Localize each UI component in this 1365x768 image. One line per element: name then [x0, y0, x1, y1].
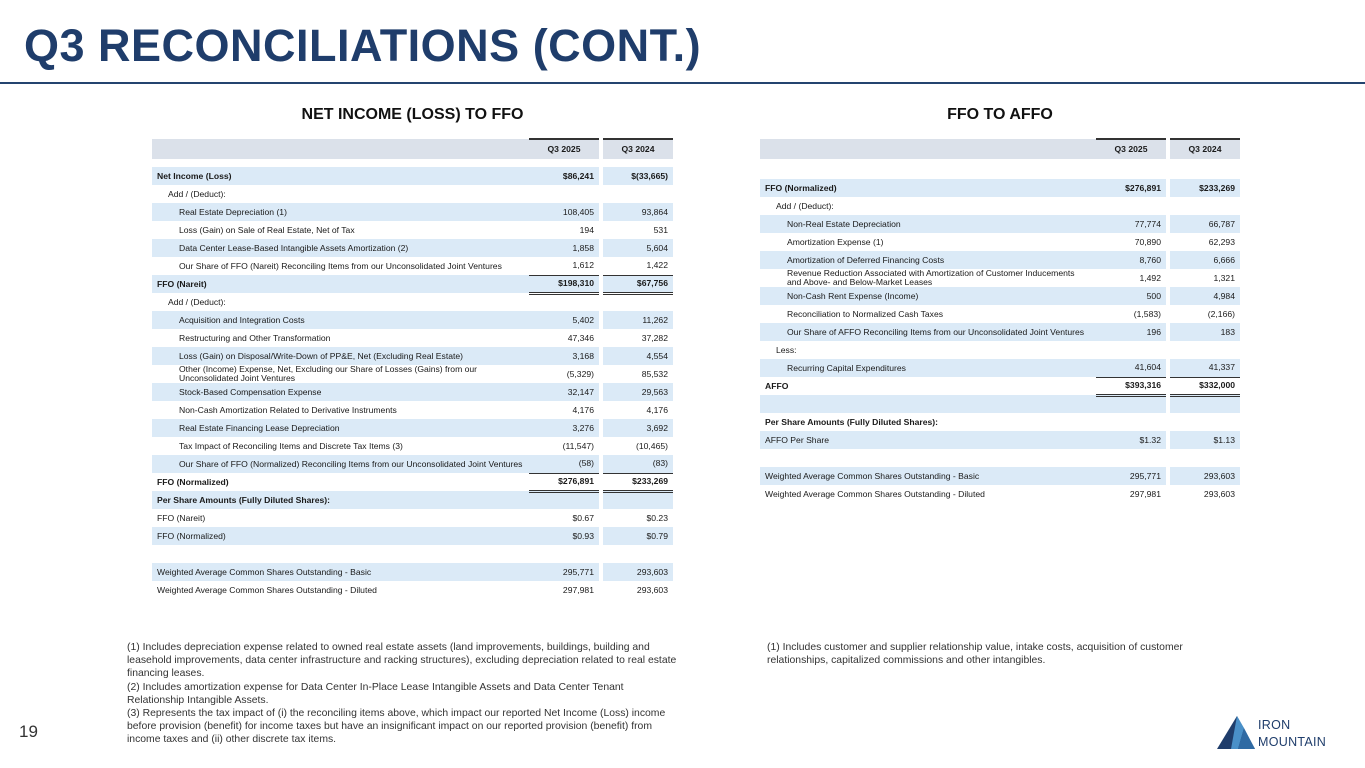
row-label: Per Share Amounts (Fully Diluted Shares): — [152, 491, 529, 509]
table-row — [760, 269, 1240, 287]
table-row — [152, 419, 673, 437]
row-label: Real Estate Financing Lease Depreciation — [152, 419, 529, 437]
row-label: Our Share of FFO (Normalized) Reconciling Items from our Unconsolidated Joint Ventures — [152, 455, 529, 473]
value-q3-2025: 196 — [1096, 323, 1166, 341]
value-q3-2025: 4,176 — [572, 404, 594, 415]
page-title: Q3 RECONCILIATIONS (CONT.) — [24, 20, 702, 71]
value-q3-2024: $233,269 — [603, 473, 673, 491]
table-row — [760, 413, 1240, 431]
table-row — [152, 509, 673, 527]
value-q3-2024: 85,532 — [641, 368, 668, 379]
row-label: Real Estate Depreciation (1) — [152, 203, 529, 221]
value-q3-2024: 531 — [653, 224, 668, 235]
table-row — [760, 359, 1240, 377]
table-row — [152, 167, 673, 185]
column-header-q3-2025: Q3 2025 — [529, 139, 599, 159]
value-q3-2024: $0.23 — [646, 512, 668, 523]
table-row — [760, 467, 1240, 485]
value-q3-2025: $276,891 — [1096, 179, 1166, 197]
mountain-logo-icon — [1217, 716, 1255, 750]
value-q3-2024: 6,666 — [1170, 251, 1240, 269]
table-row — [760, 215, 1240, 233]
value-q3-2025: 5,402 — [529, 311, 599, 329]
value-q3-2025: 70,890 — [1134, 236, 1161, 247]
value-q3-2025: 295,771 — [1096, 467, 1166, 485]
row-label: Non-Real Estate Depreciation — [760, 215, 1096, 233]
row-label: Loss (Gain) on Disposal/Write-Down of PP&E, Net (Excluding Real Estate) — [152, 347, 529, 365]
column-header-q3-2025: Q3 2025 — [1096, 139, 1166, 159]
table-row — [760, 251, 1240, 269]
left-footnotes — [127, 641, 683, 747]
row-label: Net Income (Loss) — [152, 167, 529, 185]
value-q3-2025: 3,276 — [529, 419, 599, 437]
value-q3-2024: (10,465) — [635, 440, 668, 451]
value-q3-2025: 295,771 — [529, 563, 599, 581]
value-q3-2024: 183 — [1170, 323, 1240, 341]
value-q3-2024: 293,603 — [1203, 488, 1235, 499]
value-q3-2025: $0.93 — [529, 527, 599, 545]
table-row — [152, 581, 673, 599]
table-row — [760, 431, 1240, 449]
row-label: AFFO — [765, 380, 789, 391]
table-row — [152, 563, 673, 581]
value-q3-2024: 293,603 — [636, 584, 668, 595]
row-label: Our Share of AFFO Reconciling Items from our Unconsolidated Joint Ventures — [760, 323, 1096, 341]
table-row — [152, 365, 673, 383]
value-q3-2024: $(33,665) — [603, 167, 673, 185]
value-q3-2024: 41,337 — [1170, 359, 1240, 377]
table-row — [152, 293, 673, 311]
value-q3-2025: 194 — [579, 224, 594, 235]
row-label: FFO (Nareit) — [152, 275, 529, 293]
logo-line-2: MOUNTAIN — [1258, 735, 1327, 749]
value-q3-2025: 1,858 — [529, 239, 599, 257]
table-row — [152, 221, 673, 239]
value-q3-2024: $0.79 — [603, 527, 673, 545]
row-label: Reconciliation to Normalized Cash Taxes — [787, 308, 944, 319]
iron-mountain-logo — [1217, 716, 1357, 752]
row-label: Amortization Expense (1) — [787, 236, 884, 247]
table-row — [760, 485, 1240, 503]
table-row — [152, 185, 673, 203]
value-q3-2025: (1,583) — [1133, 308, 1161, 319]
row-label: Restructuring and Other Transformation — [179, 332, 331, 343]
table-row — [760, 197, 1240, 215]
row-label: Amortization of Deferred Financing Costs — [760, 251, 1096, 269]
value-q3-2025: 1,612 — [529, 257, 599, 275]
value-q3-2025: 41,604 — [1096, 359, 1166, 377]
value-q3-2024: 4,176 — [646, 404, 668, 415]
value-q3-2024: $233,269 — [1170, 179, 1240, 197]
footnote: (1) Includes depreciation expense related to owned real estate assets (land improvements, buildings, building and leasehold improvements, data center infrastructure and racking structures), excluding depreciation related to real estate financing leases. — [127, 642, 677, 680]
row-label: Non-Cash Amortization Related to Derivative Instruments — [179, 404, 397, 415]
value-q3-2025: 77,774 — [1096, 215, 1166, 233]
row-label: Data Center Lease-Based Intangible Assets Amortization (2) — [152, 239, 529, 257]
value-q3-2024: 1,422 — [603, 257, 673, 275]
row-label: Add / (Deduct): — [168, 296, 226, 307]
net-income-to-ffo-title: NET INCOME (LOSS) TO FFO — [301, 106, 524, 123]
header-label-cell — [152, 139, 529, 159]
logo-wordmark — [1258, 717, 1326, 751]
value-q3-2024: 1,321 — [1213, 272, 1235, 283]
value-q3-2024: 4,984 — [1170, 287, 1240, 305]
table-row — [760, 305, 1240, 323]
value-q3-2025: $1.32 — [1096, 431, 1166, 449]
value-q3-2024: 4,554 — [603, 347, 673, 365]
row-label: Acquisition and Integration Costs — [152, 311, 529, 329]
value-q3-2024: 29,563 — [603, 383, 673, 401]
net-income-to-ffo-table — [152, 138, 673, 599]
value-q3-2025: (58) — [529, 455, 599, 473]
table-row — [152, 437, 673, 455]
table-row — [760, 287, 1240, 305]
table-row — [152, 311, 673, 329]
row-label: Other (Income) Expense, Net, Excluding our Share of Losses (Gains) from our Unconsolidated Joint Ventures — [179, 364, 478, 383]
value-q3-2025: 3,168 — [529, 347, 599, 365]
row-label: Weighted Average Common Shares Outstanding - Diluted — [765, 488, 985, 499]
value-q3-2025: 297,981 — [562, 584, 594, 595]
value-q3-2025: $276,891 — [529, 473, 599, 491]
value-q3-2024: (83) — [603, 455, 673, 473]
row-label: Our Share of FFO (Nareit) Reconciling Items from our Unconsolidated Joint Ventures — [179, 260, 502, 271]
row-label: Loss (Gain) on Sale of Real Estate, Net of Tax — [179, 224, 355, 235]
table-row — [152, 455, 673, 473]
row-label: Non-Cash Rent Expense (Income) — [760, 287, 1096, 305]
footnote: (1) Includes customer and supplier relationship value, intake costs, acquisition of customer relationships, capitalized commissions and other intangibles. — [767, 642, 1183, 667]
footnote: (2) Includes amortization expense for Data Center In-Place Lease Intangible Assets and Data Center Tenant Relationship Intangible Assets. — [127, 681, 624, 706]
value-q3-2024: 62,293 — [1208, 236, 1235, 247]
row-label: Add / (Deduct): — [776, 200, 834, 211]
value-q3-2025: $86,241 — [529, 167, 599, 185]
table-header-row — [152, 139, 673, 159]
table-row — [152, 383, 673, 401]
row-label: Weighted Average Common Shares Outstanding - Basic — [760, 467, 1096, 485]
row-label: Revenue Reduction Associated with Amortization of Customer Inducements and Above- and Below-Market Leases — [787, 268, 1075, 287]
table-row — [152, 275, 673, 293]
value-q3-2025: $0.67 — [572, 512, 594, 523]
value-q3-2024: $332,000 — [1170, 377, 1240, 395]
value-q3-2025: 8,760 — [1096, 251, 1166, 269]
value-q3-2025: 1,492 — [1139, 272, 1161, 283]
row-label: Recurring Capital Expenditures — [760, 359, 1096, 377]
column-header-q3-2024: Q3 2024 — [1170, 139, 1240, 159]
table-row — [760, 341, 1240, 359]
row-label: Less: — [776, 344, 797, 355]
value-q3-2024: 3,692 — [603, 419, 673, 437]
value-q3-2025: $198,310 — [529, 275, 599, 293]
row-label: Weighted Average Common Shares Outstanding - Diluted — [157, 584, 377, 595]
value-q3-2025: $393,316 — [1096, 377, 1166, 395]
value-q3-2024: 293,603 — [603, 563, 673, 581]
ffo-to-affo-title: FFO TO AFFO — [947, 106, 1053, 123]
row-label: FFO (Nareit) — [157, 512, 206, 523]
table-header-row — [760, 139, 1240, 159]
logo-line-1: IRON — [1258, 718, 1291, 732]
value-q3-2024: (2,166) — [1207, 308, 1235, 319]
value-q3-2025: 47,346 — [567, 332, 594, 343]
row-label: FFO (Normalized) — [152, 527, 529, 545]
table-row — [152, 491, 673, 509]
table-row — [152, 257, 673, 275]
column-header-q3-2024: Q3 2024 — [603, 139, 673, 159]
value-q3-2024: $67,756 — [603, 275, 673, 293]
value-q3-2024: 37,282 — [641, 332, 668, 343]
row-label: FFO (Normalized) — [760, 179, 1096, 197]
value-q3-2024: 5,604 — [603, 239, 673, 257]
footnote: (3) Represents the tax impact of (i) the reconciling items above, which impact our reported Net Income (Loss) income before provision (benefit) for income taxes but have an insignificant impact on our reported provision (benefit) from income taxes and (ii) other discrete tax items. — [127, 708, 666, 746]
row-label: Per Share Amounts (Fully Diluted Shares): — [765, 416, 939, 427]
right-footnotes — [767, 641, 1237, 667]
table-row — [152, 329, 673, 347]
row-label: Stock-Based Compensation Expense — [152, 383, 529, 401]
table-row — [152, 347, 673, 365]
value-q3-2024: 66,787 — [1170, 215, 1240, 233]
table-row — [760, 179, 1240, 197]
value-q3-2024: $1.13 — [1170, 431, 1240, 449]
table-row — [152, 473, 673, 491]
table-row — [152, 239, 673, 257]
table-row — [760, 323, 1240, 341]
table-row — [152, 401, 673, 419]
table-row — [152, 203, 673, 221]
table-row — [152, 527, 673, 545]
value-q3-2025: 500 — [1096, 287, 1166, 305]
page-number: 19 — [19, 722, 38, 741]
value-q3-2025: 108,405 — [529, 203, 599, 221]
row-label: Weighted Average Common Shares Outstanding - Basic — [152, 563, 529, 581]
row-label: Add / (Deduct): — [168, 188, 226, 199]
row-label: AFFO Per Share — [760, 431, 1096, 449]
title-divider — [0, 82, 1365, 84]
value-q3-2025: (11,547) — [562, 440, 594, 451]
value-q3-2025: (5,329) — [566, 368, 594, 379]
header-label-cell — [760, 139, 1096, 159]
row-label: Tax Impact of Reconciling Items and Discrete Tax Items (3) — [179, 440, 403, 451]
value-q3-2024: 11,262 — [603, 311, 673, 329]
value-q3-2025: 297,981 — [1129, 488, 1161, 499]
value-q3-2024: 93,864 — [603, 203, 673, 221]
value-q3-2025: 32,147 — [529, 383, 599, 401]
table-row — [760, 377, 1240, 395]
ffo-to-affo-table — [760, 138, 1240, 503]
value-q3-2024: 293,603 — [1170, 467, 1240, 485]
table-row — [760, 233, 1240, 251]
row-label: FFO (Normalized) — [157, 476, 229, 487]
